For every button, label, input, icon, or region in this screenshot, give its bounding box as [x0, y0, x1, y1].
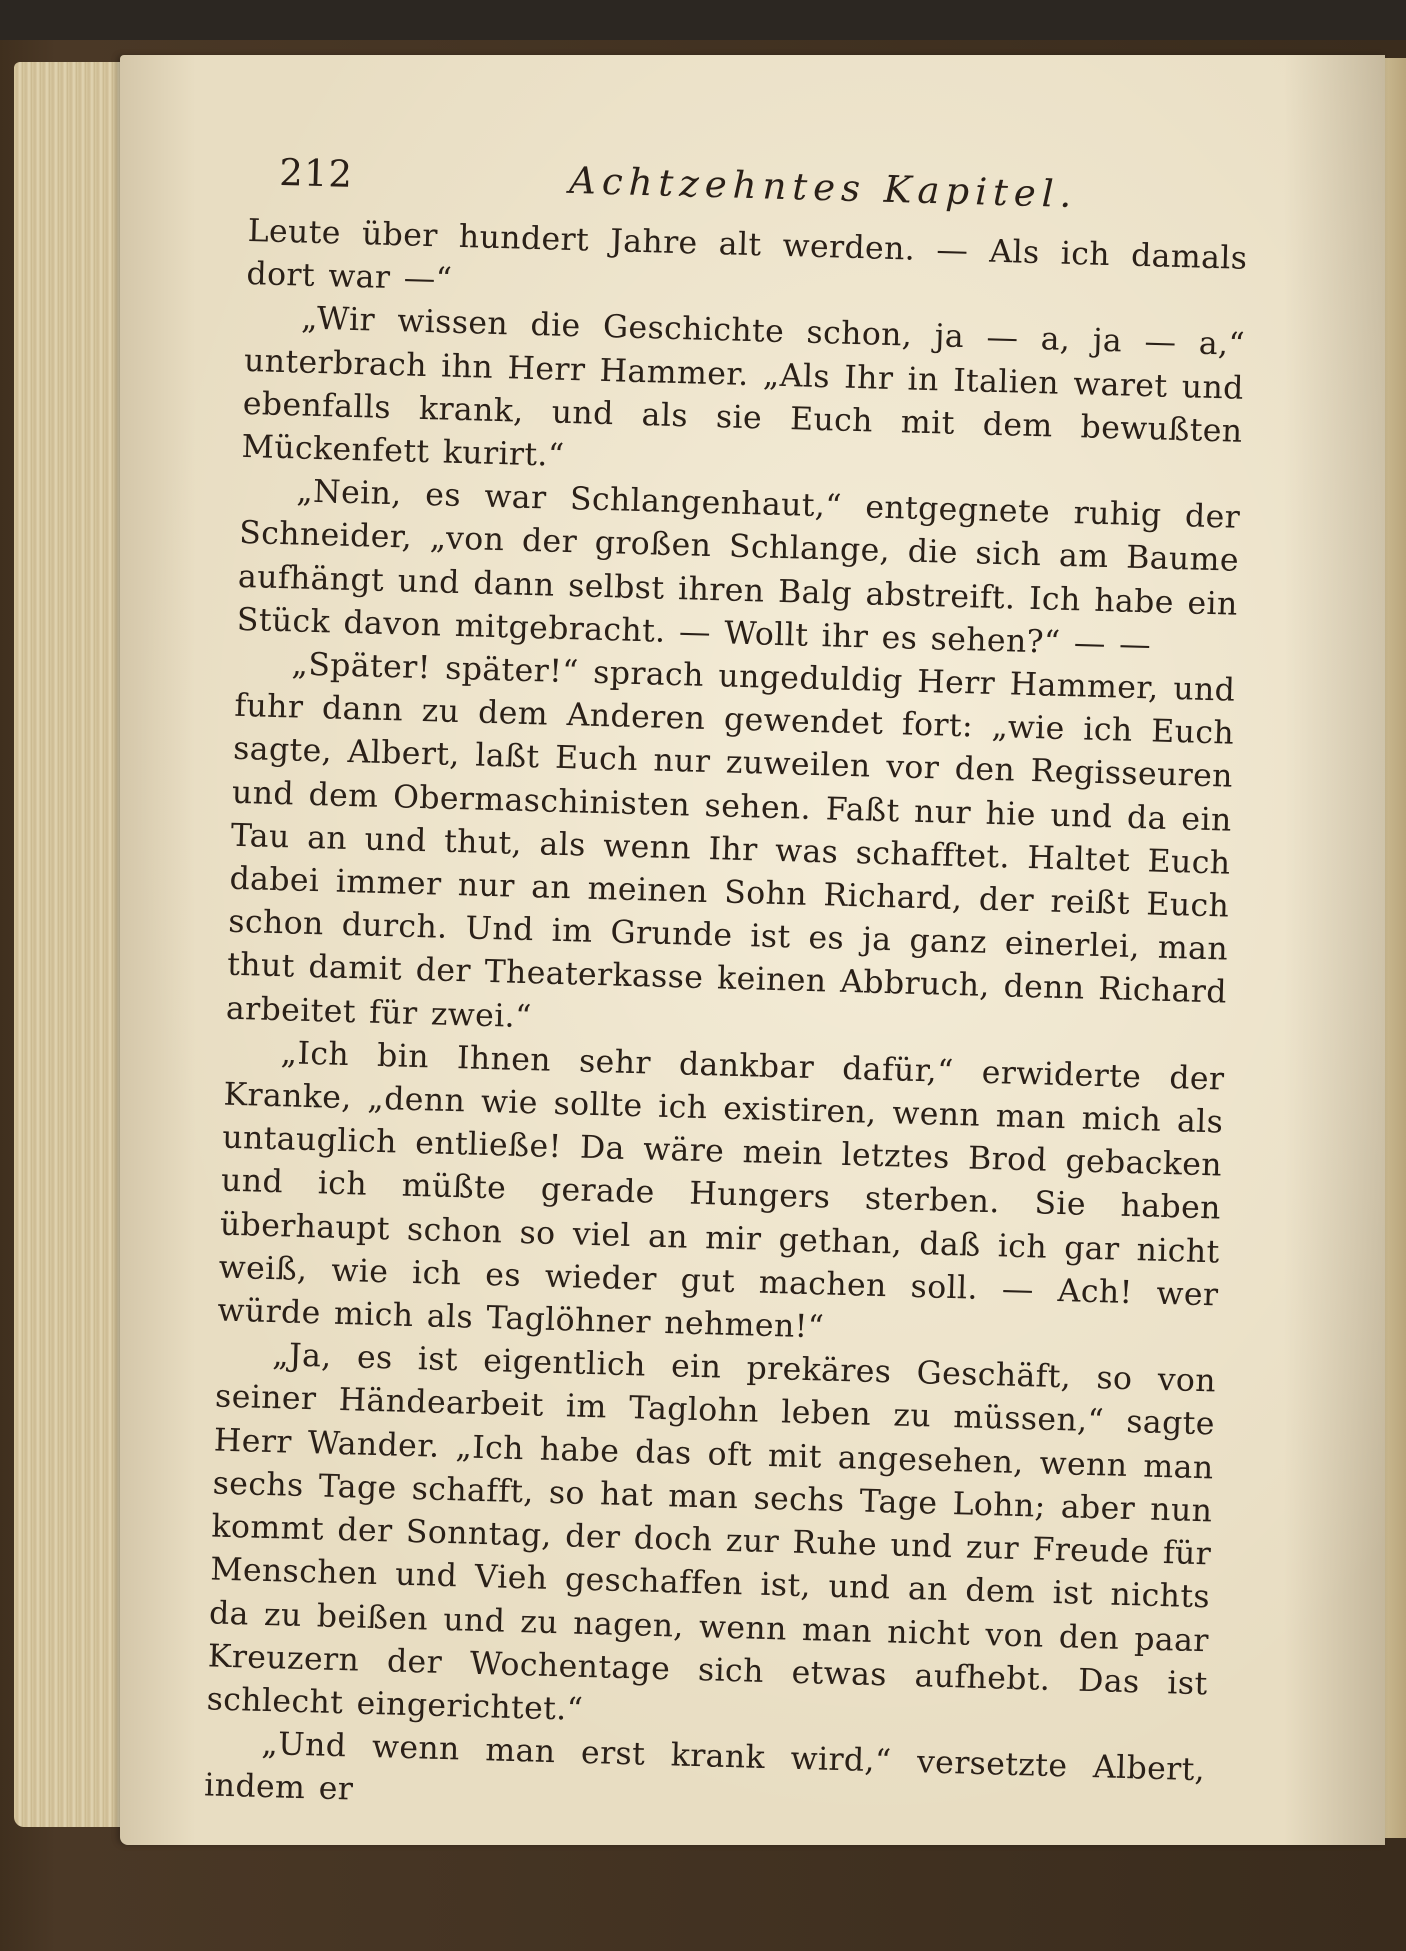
page-number: 212: [278, 150, 354, 196]
paragraph-4: „Später! später!“ sprach ungeduldig Herr Hammer, und fuhr dann zu dem Anderen gewendet fort: „wie ich Euch sagte, Albert, laßt Euch nur zuweilen vor den Regisseuren und dem Obermaschinisten sehen. Faßt nur hie und da ein Tau an und thut, als wenn Ihr was schafftet. Haltet Euch dabei immer nur an meinen Sohn Richard, der reißt Euch schon durch. Und im Grunde ist es ja ganz einerlei, man thut damit der Theaterkasse keinen Abbruch, denn Richard arbeitet für zwei.“: [225, 646, 1236, 1035]
body-text: [204, 210, 1248, 1836]
paragraph-3: „Nein, es war Schlangenhaut,“ entgegnete ruhig der Schneider, „von der großen Schlange, die sich am Baume aufhängt und dann selbst ihren Balg abstreift. Ich habe ein Stück davon mitgebracht. — Wollt ihr es sehen?“ — —: [236, 473, 1241, 664]
paragraph-1: Leute über hundert Jahre alt werden. — Als ich damals dort war —“: [246, 212, 1248, 298]
paragraph-7: „Und wenn man erst krank wird,“ versetzte Albert, indem er: [203, 1726, 1206, 1808]
page-content: [204, 150, 1250, 1836]
running-head: Achtzehntes Kapitel.: [568, 158, 1078, 217]
paragraph-5: „Ich bin Ihnen sehr dankbar dafür,“ erwiderte der Kranke, „denn wie sollte ich existiren, wenn man mich als untauglich entließe! Da wäre mein letztes Brod gebacken und ich müßte gerade Hungers sterben. Sie haben überhaupt schon so viel an mir gethan, daß ich gar nicht weiß, wie ich es wieder gut machen soll. — Ach! wer würde mich als Taglöhner nehmen!“: [217, 1035, 1225, 1346]
book-page: [120, 55, 1385, 1845]
paragraph-6: „Ja, es ist eigentlich ein prekäres Geschäft, so von seiner Händearbeit im Taglohn leben zu müssen,“ sagte Herr Wander. „Ich habe das oft mit angesehen, wenn man sechs Tage schafft, so hat man sechs Tage Lohn; aber nun kommt der Sonntag, der doch zur Ruhe und zur Freude für Menschen und Vieh geschaffen ist, und an dem ist nichts da zu beißen und zu nagen, wenn man nicht von den paar Kreuzern der Wochentage sich etwas aufhebt. Das ist schlecht eingerichtet.“: [206, 1337, 1217, 1728]
paragraph-2: „Wir wissen die Geschichte schon, ja — a, ja — a,“ unterbrach ihn Herr Hammer. „Als Ihr in Italien waret und ebenfalls krank, und als sie Euch mit dem bewußten Mückenfett kurirt.“: [241, 300, 1246, 474]
